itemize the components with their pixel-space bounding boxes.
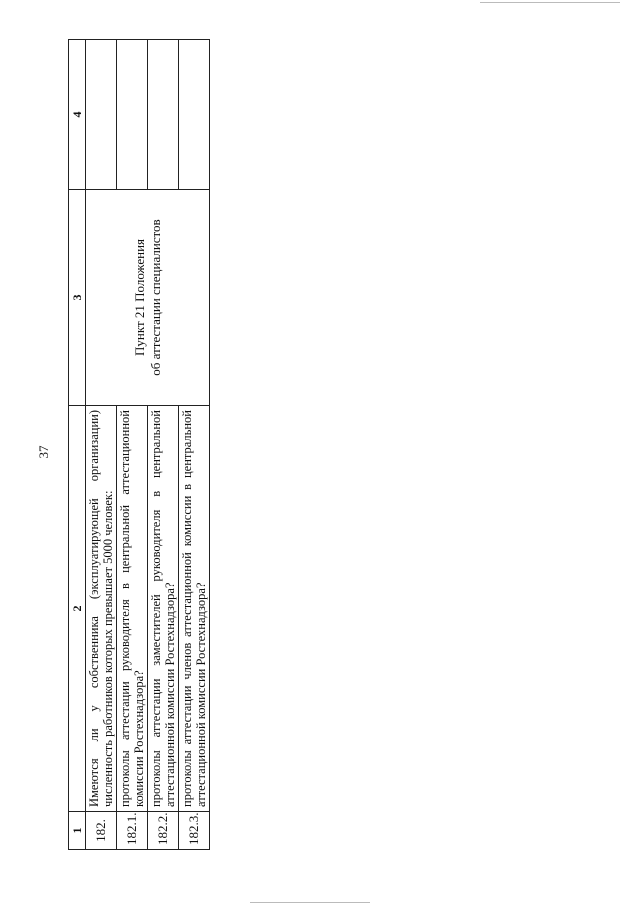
legal-reference xyxy=(86,190,210,406)
header-col-1: 1 xyxy=(69,812,86,850)
row-question: протоколы аттестации заместителей руководителя в центральной аттестационной комиссии Ростехнадзора? xyxy=(148,406,179,812)
row-number: 182.3. xyxy=(179,812,210,850)
table-row xyxy=(179,40,210,850)
reference-line-2: об аттестации специалистов xyxy=(147,219,163,376)
scan-edge-mark xyxy=(480,2,620,3)
page-number: 37 xyxy=(36,445,51,459)
reference-line-1: Пункт 21 Положения xyxy=(131,238,147,357)
table-row xyxy=(148,40,179,850)
table-row xyxy=(117,40,148,850)
checklist-table xyxy=(68,39,210,850)
rotated-page-content xyxy=(68,40,208,850)
row-number: 182.1. xyxy=(117,812,148,850)
row-question: протоколы аттестации членов аттестационной комиссии в центральной аттестационной комиссии Ростехнадзора? xyxy=(179,406,210,812)
header-col-2: 2 xyxy=(69,406,86,812)
scan-edge-mark xyxy=(250,902,370,903)
row-question: протоколы аттестации руководителя в центральной аттестационной комиссии Ростехнадзора? xyxy=(117,406,148,812)
table-header-row xyxy=(69,40,86,850)
row-answer[interactable] xyxy=(179,40,210,190)
row-answer[interactable] xyxy=(148,40,179,190)
row-answer[interactable] xyxy=(117,40,148,190)
row-answer[interactable] xyxy=(86,40,117,190)
row-number: 182. xyxy=(86,812,117,850)
header-col-4: 4 xyxy=(69,40,86,190)
header-col-3: 3 xyxy=(69,190,86,406)
row-question: Имеются ли у собственника (эксплуатирующей организации) численность работников которых превышает 5000 человек: xyxy=(86,406,117,812)
row-number: 182.2. xyxy=(148,812,179,850)
table-row xyxy=(86,40,117,850)
